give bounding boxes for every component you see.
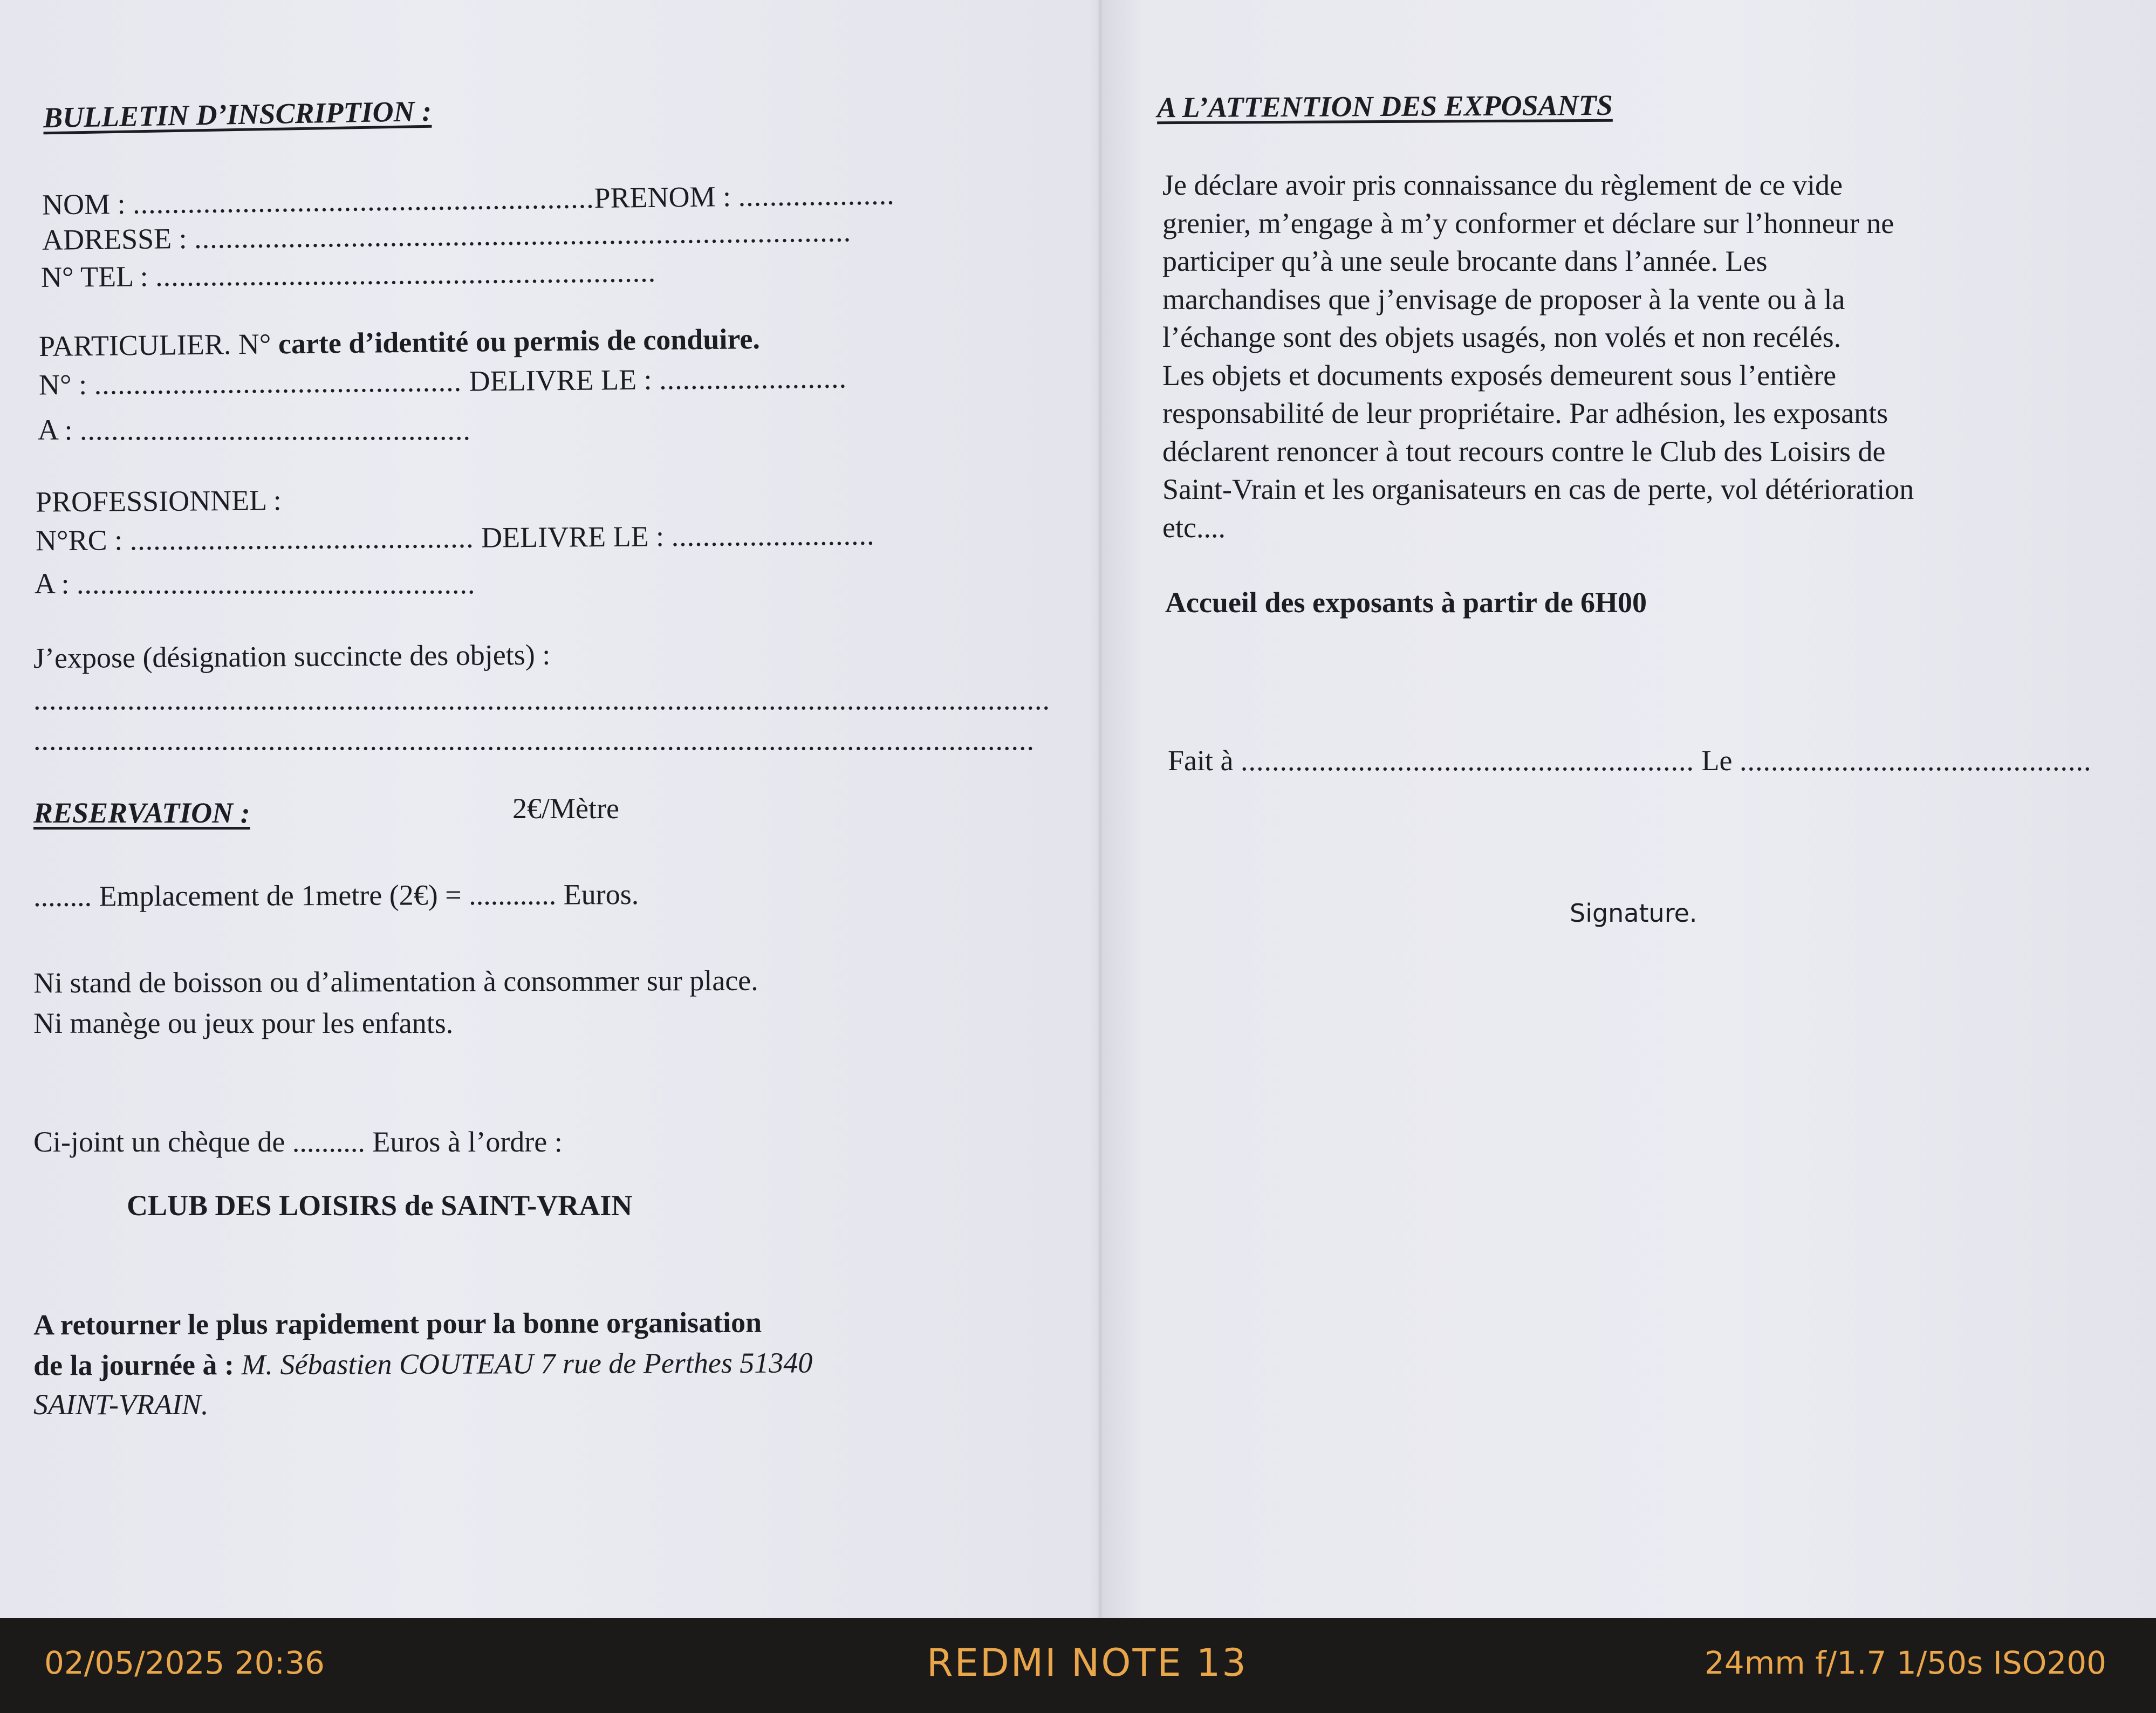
declaration-line: l’échange sont des objets usagés, non volés et non recélés. (1162, 321, 1842, 353)
return-address: M. Sébastien COUTEAU 7 rue de Perthes 51340 (234, 1346, 813, 1381)
tel-field[interactable]: ................................................................ (155, 256, 656, 293)
notice-no-food-stands: Ni stand de boisson ou d’alimentation à consommer sur place. (33, 964, 758, 999)
declaration-line: participer qu’à une seule brocante dans l’année. Les (1162, 245, 1768, 277)
particulier-delivre-label: DELIVRE LE : (469, 363, 652, 398)
photo-datetime: 02/05/2025 20:36 (44, 1645, 325, 1681)
nom-label: NOM : (42, 187, 126, 221)
expose-label: J’expose (désignation succincte des objets) : (33, 638, 551, 675)
return-instruction-line-2 (33, 1348, 812, 1380)
camera-watermark-bar (0, 1618, 2156, 1713)
date-field[interactable]: ............................................. (1739, 744, 2092, 777)
particulier-place-row (38, 415, 471, 444)
pro-delivre-label: DELIVRE LE : (481, 520, 665, 554)
particulier-delivre-field[interactable]: ........................ (659, 361, 847, 396)
declaration-line: etc.... (1162, 511, 1226, 544)
emplacement-line[interactable]: ........ Emplacement de 1metre (2€) = ............ Euros. (33, 878, 639, 913)
particulier-place-label: A : (38, 414, 73, 446)
nom-row (42, 180, 895, 219)
return-city: SAINT-VRAIN. (33, 1388, 209, 1421)
signature-label[interactable]: Signature. (1570, 899, 1698, 928)
expose-field-line-2[interactable]: ................................................................................................................................ (33, 724, 1035, 756)
particulier-document: carte d’identité ou permis de conduire. (278, 323, 761, 360)
prenom-field[interactable]: .................... (738, 178, 895, 213)
return-instruction-line-1: A retourner le plus rapidement pour la bonne organisation (33, 1306, 762, 1341)
fait-label: Fait à (1168, 744, 1234, 777)
prenom-label: PRENOM : (594, 180, 731, 215)
particulier-place-field[interactable]: .................................................. (80, 414, 471, 446)
nom-field[interactable]: ........................................................... (132, 182, 594, 220)
particulier-number-row (39, 363, 847, 399)
pro-place-field[interactable]: ................................................... (77, 567, 476, 600)
rc-label: N°RC : (35, 524, 123, 557)
declaration-line: Je déclare avoir pris connaissance du règlement de ce vide (1162, 169, 1843, 201)
declaration-line: déclarent renoncer à tout recours contre le Club des Loisirs de (1162, 435, 1886, 468)
declaration-line: marchandises que j’envisage de proposer à la vente ou à la (1162, 283, 1845, 316)
page-fold (1098, 0, 1103, 1618)
declaration-line: Saint-Vrain et les organisateurs en cas de perte, vol détérioration (1162, 473, 1914, 505)
exhibitors-heading: A L’ATTENTION DES EXPOSANTS (1156, 88, 1613, 124)
form-heading: BULLETIN D’INSCRIPTION : (43, 94, 432, 134)
declaration-line: Les objets et documents exposés demeurent sous l’entière (1162, 359, 1837, 392)
adresse-row (42, 217, 852, 255)
adresse-label: ADRESSE : (42, 222, 187, 256)
particulier-number-label: N° : (38, 368, 87, 401)
fait-row (1168, 746, 2091, 775)
particulier-number-field[interactable]: ............................................... (94, 365, 462, 401)
notice-no-rides: Ni manège ou jeux pour les enfants. (33, 1007, 454, 1039)
adresse-field[interactable]: .................................................................................... (194, 215, 852, 255)
camera-settings: 24mm f/1.7 1/50s ISO200 (1705, 1645, 2107, 1681)
reservation-heading: RESERVATION : (33, 797, 250, 829)
professionnel-label: PROFESSIONNEL : (35, 484, 282, 518)
return-instruction-bold: de la journée à : (33, 1348, 235, 1382)
pro-place-label: A : (35, 567, 70, 600)
camera-model: REDMI NOTE 13 (927, 1641, 1248, 1685)
pro-delivre-field[interactable]: .......................... (671, 518, 875, 553)
rc-row (36, 520, 875, 556)
particulier-label: PARTICULIER. N° (38, 327, 271, 362)
pro-place-row (35, 569, 476, 598)
expose-field-line-1[interactable]: .................................................................................................................................. (33, 683, 1050, 716)
tel-label: N° TEL : (40, 260, 148, 293)
declaration-line: grenier, m’engage à m’y conformer et déclare sur l’honneur ne (1162, 207, 1894, 239)
fait-field[interactable]: .......................................................... (1240, 744, 1694, 777)
reservation-price: 2€/Mètre (512, 792, 619, 825)
declaration-line: responsabilité de leur propriétaire. Par adhésion, les exposants (1162, 397, 1888, 429)
declaration-paragraph (1162, 166, 1914, 546)
rc-field[interactable]: ............................................ (129, 521, 474, 557)
cheque-line[interactable]: Ci-joint un chèque de .......... Euros à l’ordre : (33, 1126, 563, 1158)
tel-row (41, 257, 656, 292)
arrival-time-notice: Accueil des exposants à partir de 6H00 (1165, 586, 1647, 619)
club-name: CLUB DES LOISIRS de SAINT-VRAIN (127, 1189, 633, 1222)
particulier-row (39, 324, 760, 361)
date-label: Le (1701, 744, 1733, 777)
